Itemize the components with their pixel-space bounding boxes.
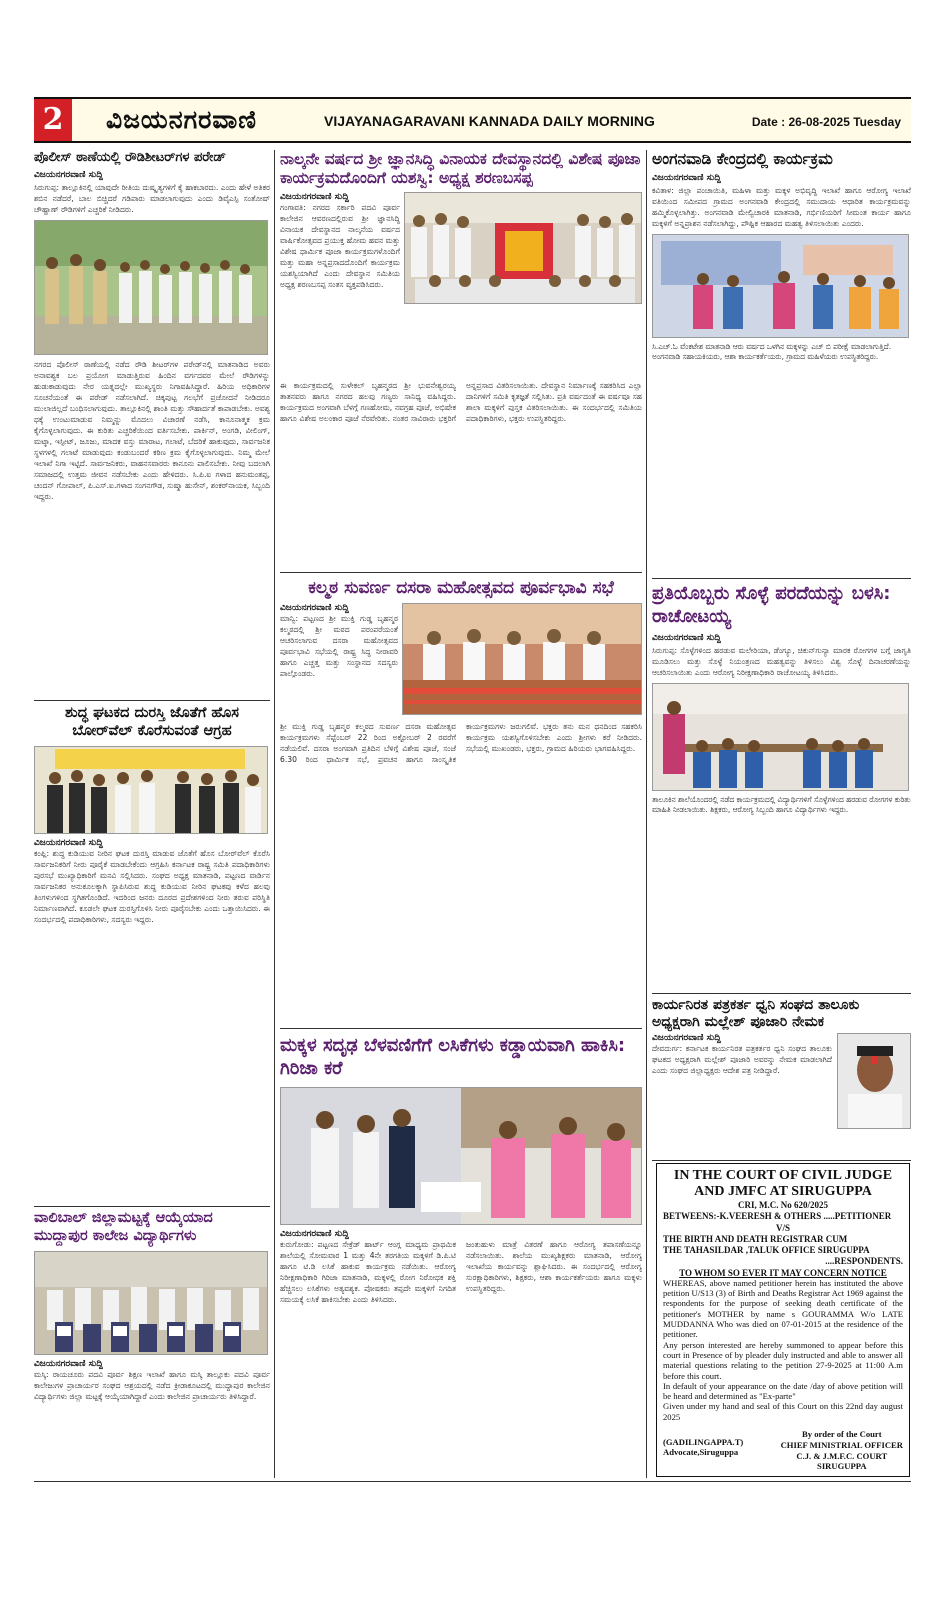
article-dateline: ವಿಜಯನಗರವಾಣಿ ಸುದ್ದಿ (34, 838, 103, 849)
order-line-4: SIRUGUPPA (817, 1461, 867, 1472)
article-headline: ನಾಲ್ಕನೇ ವರ್ಷದ ಶ್ರೀ ಜ್ಞಾನಸಿದ್ಧಿ ವಿನಾಯಕ ದೇವಸ್ಥಾನದಲ್ಲಿ ವಿಶೇಷ ಪೂಜಾ ಕಾರ್ಯಕ್ರಮದೊಂದಿಗೆ ಯಶಸ್ವಿ: ಅಧ್ಯಕ್ಷ ಶರಣಬಸಪ್ಪ (280, 150, 641, 187)
photo-police-parade (34, 220, 268, 355)
article-body-left: ಕುರುಗೋಡು: ಪಟ್ಟಣದ ಸೇಕ್ರೆಡ್ ಹಾರ್ಟ್ ಆಂಗ್ಲ ಮಾಧ್ಯಮ ಪ್ರಾಥಮಿಕ ಶಾಲೆಯಲ್ಲಿ ಸೋಮವಾರ 1 ಮತ್ತು 4ನೇ ತರಗತಿಯ ಮಕ್ಕಳಿಗೆ ಡಿ.ಪಿ.ಟಿ ಹಾಗೂ ಟಿ.ಡಿ ಲಸಿಕೆ ಹಾಕುವ ಕಾರ್ಯಕ್ರಮ ನಡೆಯಿತು. ಆರೋಗ್ಯ ನಿರೀಕ್ಷಣಾಧಿಕಾರಿ ಗಿರಿಜಾ ಮಾತನಾಡಿ, ಮಕ್ಕಳಲ್ಲಿ ರೋಗ ನಿರೋಧಕ ಶಕ್ತಿ ಹೆಚ್ಚಿಸಲು ಲಸಿಕೆಗಳು ಅತ್ಯವಶ್ಯಕ. ಪೋಷಕರು ತಪ್ಪದೇ ಮಕ್ಕಳಿಗೆ ನಿಗದಿತ ಸಮಯಕ್ಕೆ ಲಸಿಕೆ ಹಾಕಿಸಬೇಕು ಎಂದು ತಿಳಿಸಿದರು. (280, 1239, 456, 1304)
article-headline: ಕಲ್ಮಠ ಸುವರ್ಣ ದಸರಾ ಮಹೋತ್ಸವದ ಪೂರ್ವಭಾವಿ ಸಭೆ (308, 578, 614, 598)
article-dateline: ವಿಜಯನಗರವಾಣಿ ಸುದ್ದಿ (280, 1228, 349, 1239)
article-headline: ಪೊಲೀಸ್ ಠಾಣೆಯಲ್ಲಿ ರೌಡಿಶೀಟರ್‌ಗಳ ಪರೇಡ್ (34, 150, 226, 165)
photo-anganwadi-event (652, 234, 909, 338)
masthead (34, 97, 911, 143)
article-headline: ಮಕ್ಕಳ ಸದೃಢ ಬೆಳವಣಿಗೆಗೆ ಲಸಿಕೆಗಳು ಕಡ್ಡಾಯವಾಗಿ ಹಾಕಿಸಿ: ಗಿರಿಜಾ ಕರೆ (280, 1035, 626, 1080)
article-body-right: ಜಂತುಹುಳು ಮಾತ್ರೆ ವಿತರಣೆ ಹಾಗೂ ಆರೋಗ್ಯ ತಪಾಸಣೆಯನ್ನೂ ನಡೆಸಲಾಯಿತು. ಶಾಲೆಯ ಮುಖ್ಯಶಿಕ್ಷಕರು ಮಾತನಾಡಿ, ಆರೋಗ್ಯ ಇಲಾಖೆಯ ಕಾರ್ಯವನ್ನು ಶ್ಲಾಘಿಸಿದರು. ಈ ಸಂದರ್ಭದಲ್ಲಿ ಆರೋಗ್ಯ ಸುರಕ್ಷಾಧಿಕಾರಿಗಳು, ಶಿಕ್ಷಕರು, ಆಶಾ ಕಾರ್ಯಕರ್ತೆಯರು ಹಾಗೂ ಮಕ್ಕಳು ಉಪಸ್ಥಿತರಿದ್ದರು. (466, 1239, 642, 1293)
article-headline: ಶುದ್ಧ ಘಟಕದ ದುರಸ್ತಿ ಜೊತೆಗೆ ಹೊಸ ಬೋರ್‌ವೆಲ್ ಕೊರೆಸುವಂತೆ ಆಗ್ರಹ (65, 705, 239, 739)
photo-borewell-memorandum (34, 746, 268, 834)
article-body: ಕಂಪ್ಲಿ: ಶುದ್ಧ ಕುಡಿಯುವ ನೀರಿನ ಘಟಕ ದುರಸ್ತಿ ಮಾಡುವ ಜೊತೆಗೆ ಹೊಸ ಬೋರ್‌ವೆಲ್ ಕೊರೆಸಿ ಸಾರ್ವಜನಿಕರಿಗೆ ನೀರು ಪೂರೈಕೆ ಮಾಡಬೇಕೆಂದು ಆಗ್ರಹಿಸಿ ಕರ್ನಾಟಕ ರಾಷ್ಟ್ರ ಸಮಿತಿ ಪದಾಧಿಕಾರಿಗಳು ಪುರಸಭೆ ಮುಖ್ಯಾಧಿಕಾರಿಗೆ ಮನವಿ ಸಲ್ಲಿಸಿದರು. ಸಂಘದ ಅಧ್ಯಕ್ಷ ಮಾತನಾಡಿ, ಪಟ್ಟಣದ ವಾರ್ಡಿನ ಸಾರ್ವಜನಿಕರ ಅನುಕೂಲಕ್ಕಾಗಿ ಸ್ಥಾಪಿಸಿರುವ ಶುದ್ಧ ಕುಡಿಯುವ ನೀರಿನ ಘಟಕವು ಕಳೆದ ಹಲವು ತಿಂಗಳುಗಳಿಂದ ಸ್ಥಗಿತಗೊಂಡಿದೆ. ಇದರಿಂದ ಜನರು ದೂರದ ಪ್ರದೇಶಗಳಿಂದ ನೀರು ತರುವ ಪರಿಸ್ಥಿತಿ ನಿರ್ಮಾಣವಾಗಿದೆ. ಕೂಡಲೇ ಘಟಕ ದುರಸ್ತಿಗೊಳಿಸಿ ನೀರು ಪೂರೈಸಬೇಕು ಎಂದು ಒತ್ತಾಯಿಸಿದರು. ಈ ಸಂದರ್ಭದಲ್ಲಿ ಪದಾಧಿಕಾರಿಗಳು, ಸದಸ್ಯರು ಇದ್ದರು. (34, 849, 270, 925)
issue-date: Date : 26-08-2025 Tuesday (751, 115, 901, 129)
article-anganwadi (652, 150, 911, 575)
article-dateline: ವಿಜಯನಗರವಾಣಿ ಸುದ್ದಿ (652, 632, 721, 643)
court-paragraph-1: WHEREAS, above named petitioner herein has instituted the above petition U/S13 (3) of Birth and Deaths Registrar Act 1969 against the respondents for the purpose of seeking death certificate of the petitioner's MOTHER by name s GOURAMMA W/o LATE MUDDANNA Who was died on 07-01-2015 at the residence of the petitioner. (663, 1277, 903, 1340)
article-police-parade (34, 150, 270, 695)
article-dateline: ವಿಜಯನಗರವಾಣಿ ಸುದ್ದಿ (652, 172, 721, 183)
article-intro: ಗಂಗಾವತಿ: ನಗರದ ಸರ್ಕಾರಿ ಪದವಿ ಪೂರ್ವ ಕಾಲೇಜಿನ ಆವರಣದಲ್ಲಿರುವ ಶ್ರೀ ಜ್ಞಾನಸಿದ್ಧಿ ವಿನಾಯಕ ದೇವಸ್ಥಾನದ ನಾಲ್ಕನೆಯ ವರ್ಷದ ವಾರ್ಷಿಕೋತ್ಸವದ ಪ್ರಯುಕ್ತ ಹೋಮ ಹವನ ಮತ್ತು ವಿಶೇಷ ಧಾರ್ಮಿಕ ಪೂಜಾ ಕಾರ್ಯಕ್ರಮಗಳೊಂದಿಗೆ ಮತ್ತು ಮಹಾ ಅನ್ನಪ್ರಸಾದದೊಂದಿಗೆ ಕಾರ್ಯಕ್ರಮ ಯಶಸ್ವಿಯಾಗಿದೆ ಎಂದು ದೇವಸ್ಥಾನ ಸಮಿತಿಯ ಅಧ್ಯಕ್ಷ ಶರಣಬಸಪ್ಪ ಸಂತಸ ವ್ಯಕ್ತಪಡಿಸಿದರು. (280, 202, 400, 289)
article-body: ದೇವದುರ್ಗ: ಕರ್ನಾಟಕ ಕಾರ್ಯನಿರತ ಪತ್ರಕರ್ತರ ಧ್ವನಿ ಸಂಘದ ತಾಲೂಕು ಘಟಕದ ಅಧ್ಯಕ್ಷರಾಗಿ ಮಲ್ಲೇಶ್ ಪೂಜಾರಿ ಅವರನ್ನು ನೇಮಕ ಮಾಡಲಾಗಿದೆ ಎಂದು ಸಂಘದ ಜಿಲ್ಲಾಧ್ಯಕ್ಷರು ಆದೇಶ ಪತ್ರ ನೀಡಿದ್ದಾರೆ. (652, 1044, 832, 1076)
court-notice (656, 1163, 910, 1477)
court-title-line-2: AND JMFC AT SIRUGUPPA (694, 1184, 872, 1200)
court-paragraph-3: In default of your appearance on the date /day of above petition will be heard and determined as "Ex-parte" (663, 1380, 903, 1402)
court-case-number: CRI, M.C. No 620/2025 (738, 1200, 828, 1211)
article-body: ಕವಿತಾಳ: ಜಿಲ್ಲಾ ಪಂಚಾಯಿತಿ, ಮಹಿಳಾ ಮತ್ತು ಮಕ್ಕಳ ಅಭಿವೃದ್ಧಿ ಇಲಾಖೆ ಹಾಗೂ ಆರೋಗ್ಯ ಇಲಾಖೆ ವತಿಯಿಂದ ಸಮೀಪದ ಗ್ರಾಮದ ಅಂಗನವಾಡಿ ಕೇಂದ್ರದಲ್ಲಿ ಸಮುದಾಯ ಆಧಾರಿತ ಕಾರ್ಯಕ್ರಮವನ್ನು ಹಮ್ಮಿಕೊಳ್ಳಲಾಗಿತ್ತು. ಅಂಗನವಾಡಿ ಮೇಲ್ವಿಚಾರಕಿ ಮಾತನಾಡಿ, ಗರ್ಭಿಣಿಯರಿಗೆ ಸೀಮಂತ ಕಾರ್ಯ ಹಾಗೂ ಮಕ್ಕಳಿಗೆ ಅನ್ನಪ್ರಾಶನ ನಡೆಸಲಾಗಿದ್ದು, ಪೌಷ್ಟಿಕ ಆಹಾರದ ಮಹತ್ವ ತಿಳಿಸಲಾಯಿತು ಎಂದರು. (652, 185, 911, 228)
court-paragraph-2: Any person interested are hereby summoned to appear before this court in Presence of by pleader duly instructed and able to answer all material questions relating to the petition 27-9-2025 at 11:00 A.m before this court. (663, 1339, 903, 1381)
court-officer-signature (781, 1429, 903, 1472)
photo-vaccination-drive (280, 1087, 642, 1225)
court-paragraph-4: Given under my hand and seal of this Court on this 22nd day august 2025 (663, 1401, 903, 1422)
court-between: BETWEENS:-K.VEERESH & OTHERS .....PETITIONER (663, 1211, 892, 1222)
photo-mallesh-poojari (837, 1033, 911, 1129)
article-ganapati-temple (280, 150, 642, 570)
advocate-signature (663, 1437, 743, 1458)
advocate-place: Advocate,Siruguppa (663, 1447, 739, 1458)
court-title-line-1: IN THE COURT OF CIVIL JUDGE (673, 1168, 893, 1183)
article-headline: ಪ್ರತಿಯೊಬ್ಬರು ಸೊಳ್ಳೆ ಪರದೆಯನ್ನು ಬಳಸಿ: ರಾಚೋಟಯ್ಯ (652, 583, 891, 628)
order-line-3: C.J. & J.M.F.C. COURT (796, 1450, 888, 1461)
article-body: ಶ್ರೀ ಮುಕ್ತಿ ಗುಡ್ಡ ಬೃಹನ್ಮಠ ಕಲ್ಮಠದ ಸುವರ್ಣ ದಸರಾ ಮಹೋತ್ಸವ ಕಾರ್ಯಕ್ರಮಗಳು ಸೆಪ್ಟೆಂಬರ್ 22 ರಿಂದ ಅಕ್ಟೋಬರ್ 2 ರವರೆಗೆ ನಡೆಯಲಿವೆ. ದಸರಾ ಅಂಗವಾಗಿ ಪ್ರತಿದಿನ ಬೆಳಿಗ್ಗೆ ವಿಶೇಷ ಪೂಜೆ, ಸಂಜೆ 6.30 ರಿಂದ ಧಾರ್ಮಿಕ ಸಭೆ, ಪ್ರವಚನ ಹಾಗೂ ಸಾಂಸ್ಕೃತಿಕ ಕಾರ್ಯಕ್ರಮಗಳು ಜರುಗಲಿವೆ. ಭಕ್ತರು ತನು ಮನ ಧನದಿಂದ ಸಹಕರಿಸಿ ಕಾರ್ಯಕ್ರಮ ಯಶಸ್ವಿಗೊಳಿಸಬೇಕು ಎಂದು ಶ್ರೀಗಳು ಕರೆ ನೀಡಿದರು. ಸಭೆಯಲ್ಲಿ ಮುಖಂಡರು, ಭಕ್ತರು, ಗ್ರಾಮದ ಹಿರಿಯರು ಭಾಗವಹಿಸಿದ್ದರು. (280, 721, 642, 764)
article-headline: ಕಾರ್ಯನಿರತ ಪತ್ರಕರ್ತ ಧ್ವನಿ ಸಂಘದ ತಾಲೂಕು ಅಧ್ಯಕ್ಷರಾಗಿ ಮಲ್ಲೇಶ್ ಪೂಜಾರಿ ನೇಮಕ (652, 997, 860, 1031)
article-body: ಈ ಕಾರ್ಯಕ್ರಮದಲ್ಲಿ ಸುಳೇಕಲ್ ಬೃಹನ್ಮಠದ ಶ್ರೀ ಭುವನೇಶ್ವರಯ್ಯ ತಾತನವರು ಹಾಗೂ ನಗರದ ಹಲವು ಗಣ್ಯರು ಸಾನಿಧ್ಯ ವಹಿಸಿದ್ದರು. ಕಾರ್ಯಕ್ರಮದ ಅಂಗವಾಗಿ ಬೆಳಗ್ಗೆ ಗಣಹೋಮ, ನವಗ್ರಹ ಪೂಜೆ, ಅಭಿಷೇಕ ಹಾಗೂ ವಿಶೇಷ ಅಲಂಕಾರ ಪೂಜೆ ನೆರವೇರಿತು. ನಂತರ ಸಾವಿರಾರು ಭಕ್ತರಿಗೆ ಅನ್ನಪ್ರಸಾದ ವಿತರಿಸಲಾಯಿತು. ದೇವಸ್ಥಾನ ನಿರ್ಮಾಣಕ್ಕೆ ಸಹಕರಿಸಿದ ಎಲ್ಲಾ ದಾನಿಗಳಿಗೆ ಸಮಿತಿ ಕೃತಜ್ಞತೆ ಸಲ್ಲಿಸಿತು. ಪ್ರತಿ ವರ್ಷದಂತೆ ಈ ವರ್ಷವೂ ಸಹ ಶಾಲಾ ಮಕ್ಕಳಿಗೆ ಪುಸ್ತಕ ವಿತರಿಸಲಾಯಿತು. ಈ ಸಂದರ್ಭದಲ್ಲಿ ಸಮಿತಿಯ ಪದಾಧಿಕಾರಿಗಳು, ಭಕ್ತರು ಉಪಸ್ಥಿತರಿದ್ದರು. (280, 380, 642, 423)
article-body: ಸಿರುಗುಪ್ಪ: ಸೊಳ್ಳೆಗಳಿಂದ ಹರಡುವ ಮಲೇರಿಯಾ, ಡೆಂಗ್ಯೂ, ಚಿಕುನ್‌ಗುನ್ಯಾ ಮಾರಕ ರೋಗಗಳ ಬಗ್ಗೆ ಜಾಗೃತಿ ಮೂಡಿಸಲು ಮತ್ತು ಸೊಳ್ಳೆ ನಿಯಂತ್ರಣದ ಮಹತ್ವವನ್ನು ತಿಳಿಸಲು ವಿಶ್ವ ಸೊಳ್ಳೆ ದಿನಾಚರಣೆಯನ್ನು ಆಚರಿಸಲಾಯಿತು ಎಂದು ಆರೋಗ್ಯ ನಿರೀಕ್ಷಣಾಧಿಕಾರಿ ರಾಚೋಟಯ್ಯ ತಿಳಿಸಿದರು. (652, 645, 911, 677)
photo-dasara-meeting (402, 603, 642, 715)
photo-mosquito-awareness (652, 683, 909, 791)
article-dateline: ವಿಜಯನಗರವಾಣಿ ಸುದ್ದಿ (280, 191, 349, 202)
court-respondent-1: THE BIRTH AND DEATH REGISTRAR CUM (663, 1233, 848, 1244)
order-line-1: By order of the Court (802, 1429, 882, 1440)
article-body: ಮಸ್ಕಿ: ರಾಯಚೂರು ಪದವಿ ಪೂರ್ವ ಶಿಕ್ಷಣ ಇಲಾಖೆ ಹಾಗೂ ಮಸ್ಕಿ ತಾಲ್ಲೂಕು ಪದವಿ ಪೂರ್ವ ಕಾಲೇಜುಗಳ ಪ್ರಾಚಾರ್ಯರ ಸಂಘದ ಆಶ್ರಯದಲ್ಲಿ ನಡೆದ ಕ್ರೀಡಾಕೂಟದಲ್ಲಿ ಮುದ್ದಾಪುರ ಕಾಲೇಜಿನ ವಿದ್ಯಾರ್ಥಿಗಳು ಜಿಲ್ಲಾ ಮಟ್ಟಕ್ಕೆ ಆಯ್ಕೆಯಾಗಿದ್ದಾರೆ ಎಂದು ಕಾಲೇಜಿನ ಪ್ರಾಚಾರ್ಯರು ತಿಳಿಸಿದ್ದಾರೆ. (34, 1370, 270, 1402)
article-dateline: ವಿಜಯನಗರವಾಣಿ ಸುದ್ದಿ (34, 169, 103, 180)
photo-caption: ತಾಲೂಕಿನ ಶಾಲೆಯೊಂದರಲ್ಲಿ ನಡೆದ ಕಾರ್ಯಕ್ರಮದಲ್ಲಿ ವಿದ್ಯಾರ್ಥಿಗಳಿಗೆ ಸೊಳ್ಳೆಗಳಿಂದ ಹರಡುವ ರೋಗಗಳ ಕುರಿತು ಮಾಹಿತಿ ನೀಡಲಾಯಿತು. ಶಿಕ್ಷಕರು, ಆರೋಗ್ಯ ಸಿಬ್ಬಂದಿ ಹಾಗೂ ವಿದ್ಯಾರ್ಥಿಗಳು ಇದ್ದರು. (652, 794, 911, 815)
article-dasara-meeting (280, 576, 642, 1026)
article-volleyball (34, 1210, 270, 1478)
court-to-whom: TO WHOM SO EVER IT MAY CONCERN NOTICE (679, 1267, 887, 1278)
article-intro: ಮಾನ್ವಿ: ಪಟ್ಟಣದ ಶ್ರೀ ಮುಕ್ತಿ ಗುಡ್ಡ ಬೃಹನ್ಮಠ ಕಲ್ಮಠದಲ್ಲಿ ಶ್ರೀ ಮಠದ ಪರಂಪರೆಯಂತೆ ಆಚರಿಸಲಾಗುವ ದಸರಾ ಮಹೋತ್ಸವದ ಪೂರ್ವಭಾವಿ ಸಭೆಯಲ್ಲಿ ರಾಷ್ಟ್ರ ಸಿದ್ಧ ನೀರಾವರಿ ಹಾಗೂ ಎಚ್ಚತ್ತ ಮತ್ತು ಸಂಸ್ಥಾನದ ಸದಸ್ಯರು ಪಾಲ್ಗೊಂಡರು. (280, 613, 398, 678)
article-dateline: ವಿಜಯನಗರವಾಣಿ ಸುದ್ದಿ (34, 1359, 103, 1370)
article-body: ನಗರದ ಪೊಲೀಸ್ ಠಾಣೆಯಲ್ಲಿ ನಡೆದ ರೌಡಿ ಶೀಟರ್‌ಗಳ ಪರೇಡ್‌ನಲ್ಲಿ ಮಾತನಾಡಿದ ಅವರು ಅನಾವಶ್ಯಕ ಬಲ ಪ್ರಯೋಗ ಮಾಡುತ್ತಿರುವ ಹಿಂದಿನ ವರ್ಗದವರ ಮೇಲೆ ರೌಡಿಗಳನ್ನು ಹುಡುಕಾಡುವುದು ನೇರ ಯತ್ನದಲ್ಲೇ ಮುಖ್ಯಸ್ಥರು ನಿಗಾವಹಿಸಿದ್ದಾರೆ. ಹಿರಿಯ ಅಧಿಕಾರಿಗಳ ಸೂಚನೆಯಂತೆ ಈ ಪರೇಡ್ ನಡೆಸಲಾಗಿದೆ. ಚಿಕ್ಕಪುಟ್ಟ ಗಲಭೆಗೆ ಪ್ರಚೋದನೆ ನೀಡಿದರೂ ಮುಲಾಜಿಲ್ಲದೆ ಬಂಧಿಸಲಾಗುವುದು. ತಾಲ್ಲೂಕಿನಲ್ಲಿ ಶಾಂತಿ ಮತ್ತು ಸೌಹಾರ್ದತೆ ಕಾಪಾಡಬೇಕು. ಅವಶ್ಯ ಧಕ್ಕೆ ಉಂಟುಮಾಡುವ ನಿಮ್ಮನ್ನು ಮೊದಲು ವಿಚಾರಣೆ ನಡೆಸಿ, ಕಾನೂನಾತ್ಮಕ ಕ್ರಮ ಕೈಗೊಳ್ಳಲಾಗುವುದು. ಈ ಕುರಿತು ಎಚ್ಚರಿಕೆಯಿಂದ ವರ್ತಿಸಬೇಕು. ಪಾರ್ಕಿನ್, ಅಂಗಡಿ, ವೀಲಿಂಗ್, ಮಟ್ಕಾ, ಇಸ್ಪೀಟ್, ಜೂಜು, ಮಾದಕ ವಸ್ತು ಮಾರಾಟ, ಗಲಾಟೆ, ಬೆದರಿಕೆ ಹಾಕುವುದು, ಸಾರ್ವಜನಿಕ ಸ್ಥಳಗಳಲ್ಲಿ ಗಲಾಟೆ ಮಾಡುವುದು ಕಂಡುಬಂದರೆ ಕಠಿಣ ಕ್ರಮ ಕೈಗೊಳ್ಳಲಾಗುವುದು. ನಿಮ್ಮ ಮೇಲೆ ಇಲಾಖೆ ನಿಗಾ ಇಟ್ಟಿದೆ. ಸಾರ್ವಜನಿಕರು, ವಾಹನಸವಾರರು ಕಾನೂನು ಪಾಲಿಸಬೇಕು. ನೀವು ಬದಲಾಗಿ ಸಮಾಜದಲ್ಲಿ ಉತ್ತಮ ಜೀವನ ನಡೆಸಬೇಕು ಎಂದು ಹೇಳಿದರು. ಸಿ.ಪಿ.ಐ ಗಳಾದ ಹನುಮಂತಪ್ಪ, ಚಂದನ್ ಗೋಪಾಲ್, ಪಿ.ಎಸ್.ಐ.ಗಳಾದ ಸಂಗನಗೌಡ, ಸುಷ್ಮಾ ಹುಸೇನ್, ಶಂಕರ್‌ನಾಯಕ, ಸಿಬ್ಬಂದಿ ಇದ್ದರು. (34, 359, 270, 501)
article-headline: ವಾಲಿಬಾಲ್ ಜಿಲ್ಲಾಮಟ್ಟಕ್ಕೆ ಆಯ್ಕೆಯಾದ ಮುದ್ದಾಪುರ ಕಾಲೇಜ ವಿದ್ಯಾರ್ಥಿಗಳು (34, 1210, 213, 1244)
paper-name-english: VIJAYANAGARAVANI KANNADA DAILY MORNING (324, 113, 655, 129)
article-dateline: ವಿಜಯನಗರವಾಣಿ ಸುದ್ದಿ (652, 1033, 721, 1044)
article-borewell (34, 705, 270, 1203)
court-vs: V/S (775, 1222, 790, 1233)
column-divider-1 (274, 150, 275, 1478)
page-bottom-rule (34, 1481, 911, 1482)
paper-name-kannada: ವಿಜಯನಗರವಾಣಿ (106, 105, 257, 134)
article-dateline: ವಿಜಯನಗರವಾಣಿ ಸುದ್ದಿ (280, 602, 349, 613)
column-divider-2 (646, 150, 647, 1478)
photo-volleyball-team (34, 1251, 268, 1355)
advocate-name: (GADILINGAPPA.T) (663, 1436, 744, 1447)
photo-temple-event (404, 192, 642, 304)
article-headline: ಅಂಗನವಾಡಿ ಕೇಂದ್ರದಲ್ಲಿ ಕಾರ್ಯಕ್ರಮ (652, 150, 833, 168)
order-line-2: CHIEF MINISTRIAL OFFICER (780, 1439, 903, 1450)
article-journalist-appointment (652, 997, 911, 1157)
page-number: 2 (34, 99, 72, 141)
court-respondents-label: ....RESPONDENTS. (825, 1256, 903, 1267)
article-intro: ಸಿರುಗುಪ್ಪ: ತಾಲ್ಲೂಕಿನಲ್ಲಿ ಯಾವುದೇ ರೀತಿಯ ದುಷ್ಕೃತ್ಯಗಳಿಗೆ ಕೈ ಹಾಕಬಾರದು. ಎಂದು ಹೇಳೆ ಅತಿಕರ ಶಬಿನ ನಡೆದರೆ, ಬಾಲ ಬಿಚ್ಚಿದರೆ ಗಡಿಪಾರು ಮಾಡಲಾಗುವುದು ಎಂದು ಡಿವೈಎಸ್ಪಿ ಸಂತೋಷ್ ಚೌಹ್ಹಾಣ್ ರೌಡಿಗಳಿಗೆ ಎಚ್ಚರಿಕೆ ನೀಡಿದರು. (34, 182, 270, 214)
article-mosquito-net (652, 582, 911, 990)
court-respondent-2: THE TAHASILDAR ,TALUK OFFICE SIRUGUPPA (663, 1245, 870, 1256)
article-vaccine (280, 1034, 642, 1478)
photo-caption: ಸಿ.ಎಚ್.ಓ ವೆಂಕಟೇಶ ಮಾತನಾಡಿ ಆರು ವರ್ಷದ ಒಳಗಿನ ಮಕ್ಕಳನ್ನು ಎಚ್ ಬಿ ಪರೀಕ್ಷೆ ಮಾಡಲಾಗುತ್ತಿದೆ. ಅಂಗನವಾಡಿ ಸಹಾಯಕಿಯರು, ಆಶಾ ಕಾರ್ಯಕರ್ತೆಯರು, ಗ್ರಾಮದ ಮಹಿಳೆಯರು ಉಪಸ್ಥಿತರಿದ್ದರು. (652, 341, 892, 362)
